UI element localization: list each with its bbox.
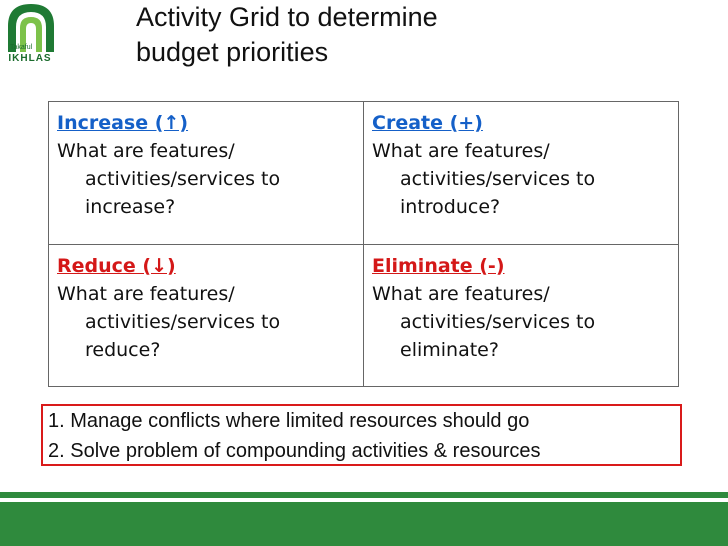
cell-reduce <box>49 244 364 387</box>
reduce-line-2: activities/services to <box>85 310 281 333</box>
create-line-2: activities/services to <box>400 168 596 190</box>
reduce-line-1: What are features/ <box>57 282 235 305</box>
eliminate-label: Eliminate (-) <box>372 254 505 277</box>
create-line-1: What are features/ <box>372 140 550 162</box>
title-line-1: Activity Grid to determine <box>136 2 438 32</box>
increase-line-2: activities/services to <box>85 168 281 190</box>
eliminate-line-3: eliminate? <box>400 338 499 361</box>
reduce-line-3: reduce? <box>85 338 161 361</box>
notes-box <box>41 404 682 466</box>
note-item: 1. Manage conflicts where limited resources should go <box>48 410 530 432</box>
create-line-3: introduce? <box>400 196 501 218</box>
increase-line-3: increase? <box>85 196 176 218</box>
increase-line-1: What are features/ <box>57 140 235 162</box>
eliminate-line-2: activities/services to <box>400 310 596 333</box>
grid-row-bottom <box>49 244 679 387</box>
increase-label: Increase (↑) <box>57 112 189 134</box>
note-item: 2. Solve problem of compounding activities & resources <box>48 440 541 462</box>
logo-word: IKHLAS <box>8 53 52 64</box>
company-logo <box>0 0 62 66</box>
cell-increase <box>49 102 364 245</box>
logo-small-text: Takaful <box>10 44 33 51</box>
cell-create <box>364 102 679 245</box>
reduce-label: Reduce (↓) <box>57 254 176 277</box>
footer-bar-thin <box>0 492 728 498</box>
create-label: Create (+) <box>372 112 483 134</box>
activity-grid <box>48 101 679 387</box>
page-title <box>136 0 438 70</box>
title-line-2: budget priorities <box>136 37 329 67</box>
eliminate-line-1: What are features/ <box>372 282 550 305</box>
grid-row-top <box>49 102 679 245</box>
cell-eliminate <box>364 244 679 387</box>
footer-bar <box>0 502 728 546</box>
